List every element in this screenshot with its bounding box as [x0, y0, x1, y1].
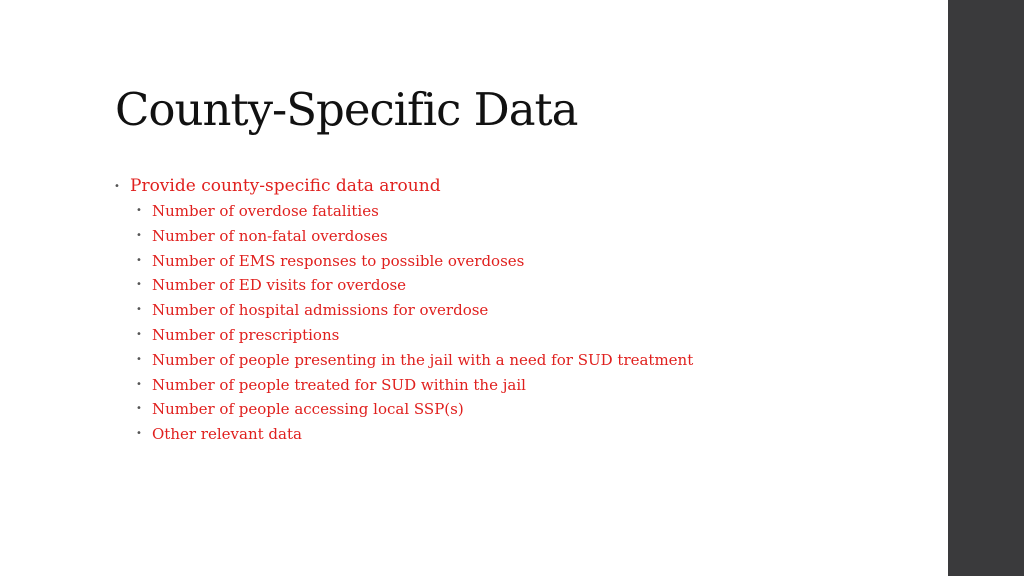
bullet-icon: •	[136, 254, 142, 266]
sub-bullet-item	[112, 298, 932, 323]
sub-bullet-item	[112, 348, 932, 373]
sub-bullet-list	[112, 199, 932, 447]
sub-bullet-text: Other relevant data	[152, 425, 302, 444]
bullet-icon: •	[136, 428, 142, 440]
sub-bullet-text: Number of people accessing local SSP(s)	[152, 400, 464, 419]
bullet-icon: •	[136, 304, 142, 316]
main-bullet-text: Provide county-specific data around	[130, 176, 441, 196]
slide-content	[112, 174, 932, 447]
bullet-icon: •	[136, 328, 142, 340]
sub-bullet-text: Number of ED visits for overdose	[152, 276, 407, 295]
bullet-icon: •	[136, 205, 142, 216]
sub-bullet-text: Number of people treated for SUD within the jail	[152, 375, 526, 394]
side-band	[948, 0, 1024, 576]
sub-bullet-text: Number of people presenting in the jail with a need for SUD treatment	[152, 350, 694, 369]
bullet-icon: •	[136, 353, 142, 365]
bullet-icon: •	[136, 403, 142, 415]
slide-title: County-Specific Data	[115, 83, 578, 136]
sub-bullet-item	[112, 397, 932, 422]
sub-bullet-item	[112, 249, 932, 274]
bullet-icon: •	[136, 279, 142, 291]
sub-bullet-item	[112, 373, 932, 398]
sub-bullet-text: Number of non-fatal overdoses	[152, 226, 388, 245]
sub-bullet-item	[112, 323, 932, 348]
sub-bullet-item	[112, 422, 932, 447]
sub-bullet-text: Number of prescriptions	[152, 325, 340, 344]
bullet-icon: •	[114, 181, 120, 192]
main-bullet	[112, 174, 932, 199]
sub-bullet-item	[112, 273, 932, 298]
bullet-icon: •	[136, 229, 142, 241]
sub-bullet-text: Number of overdose fatalities	[152, 202, 379, 220]
sub-bullet-item	[112, 224, 932, 249]
sub-bullet-text: Number of hospital admissions for overdose	[152, 301, 489, 320]
bullet-icon: •	[136, 378, 142, 390]
sub-bullet-item	[112, 199, 932, 224]
sub-bullet-text: Number of EMS responses to possible overdoses	[152, 251, 525, 270]
